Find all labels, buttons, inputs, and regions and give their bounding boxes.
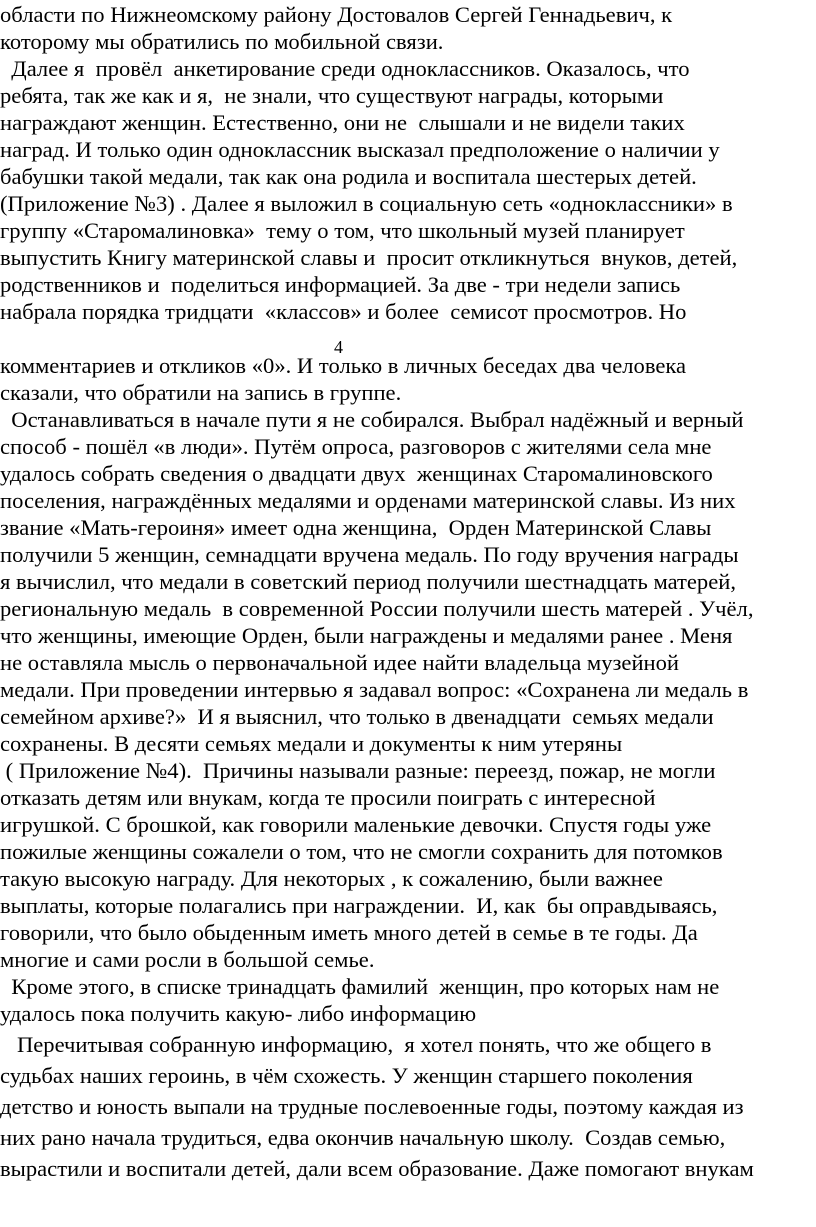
text-line: звание «Мать-героиня» имеет одна женщина, Орден Материнской Славы (0, 515, 712, 540)
text-line: региональную медаль в современной России получили шесть матерей . Учёл, (0, 596, 754, 621)
text-line: области по Нижнеомскому району Достовалов Сергей Геннадьевич, к (0, 2, 673, 27)
text-line: ребята, так же как и я, не знали, что существуют награды, которыми (0, 83, 664, 108)
text-line: получили 5 женщин, семнадцати вручена медаль. По году вручения награды (0, 542, 739, 567)
text-line: способ - пошёл «в люди». Путём опроса, разговоров с жителями села мне (0, 434, 712, 459)
text-line: (Приложение №3) . Далее я выложил в социальную сеть «одноклассники» в (0, 191, 733, 216)
text-line: отказать детям или внукам, когда те просили поиграть с интересной (0, 785, 656, 810)
text-line: удалось пока получить какую- либо информацию (0, 1001, 477, 1026)
text-line: многие и сами росли в большой семье. (0, 947, 375, 972)
text-line: говорили, что было обыденным иметь много детей в семье в те годы. Да (0, 920, 698, 945)
text-line: группу «Старомалиновка» тему о том, что школьный музей планирует (0, 218, 685, 243)
page-number: 4 (334, 337, 343, 357)
text-line: которому мы обратились по мобильной связи. (0, 29, 444, 54)
text-line: удалось собрать сведения о двадцати двух женщинах Старомалиновского (0, 461, 713, 486)
text-line: наград. И только один одноклассник высказал предположение о наличии у (0, 137, 720, 162)
text-line: судьбах наших героинь, в чём схожесть. У женщин старшего поколения (0, 1063, 693, 1088)
text-line: семейном архиве?» И я выяснил, что только в двенадцати семьях медали (0, 704, 714, 729)
text-line: такую высокую награду. Для некоторых , к сожалению, были важнее (0, 866, 663, 891)
text-line: них рано начала трудиться, едва окончив начальную школу. Создав семью, (0, 1125, 726, 1150)
text-line: поселения, награждённых медалями и орденами материнской славы. Из них (0, 488, 736, 513)
text-line: набрала порядка тридцати «классов» и более семисот просмотров. Но (0, 299, 687, 324)
text-line: Далее я провёл анкетирование среди одноклассников. Оказалось, что (0, 56, 690, 81)
text-line: награждают женщин. Естественно, они не слышали и не видели таких (0, 110, 685, 135)
text-line: сказали, что обратили на запись в группе. (0, 380, 402, 405)
text-line: что женщины, имеющие Орден, были награждены и медалями ранее . Меня (0, 623, 733, 648)
text-line: игрушкой. С брошкой, как говорили маленькие девочки. Спустя годы уже (0, 812, 712, 837)
text-line: родственников и поделиться информацией. За две - три недели запись (0, 272, 681, 297)
text-line: вырастили и воспитали детей, дали всем образование. Даже помогают внукам (0, 1156, 754, 1181)
text-line: Кроме этого, в списке тринадцать фамилий женщин, про которых нам не (0, 974, 720, 999)
text-line: пожилые женщины сожалели о том, что не смогли сохранить для потомков (0, 839, 723, 864)
text-line: медали. При проведении интервью я задавал вопрос: «Сохранена ли медаль в (0, 677, 749, 702)
text-line: детство и юность выпали на трудные послевоенные годы, поэтому каждая из (0, 1094, 744, 1119)
text-line: сохранены. В десяти семьях медали и документы к ним утеряны (0, 731, 623, 756)
text-line: выплаты, которые полагались при награждении. И, как бы оправдываясь, (0, 893, 718, 918)
text-line: выпустить Книгу материнской славы и просит откликнуться внуков, детей, (0, 245, 738, 270)
text-line: Останавливаться в начале пути я не собирался. Выбрал надёжный и верный (0, 407, 744, 432)
text-line: я вычислил, что медали в советский период получили шестнадцать матерей, (0, 569, 736, 594)
text-line: бабушки такой медали, так как она родила и воспитала шестерых детей. (0, 164, 697, 189)
text-line: Перечитывая собранную информацию, я хотел понять, что же общего в (0, 1032, 712, 1057)
text-line: ( Приложение №4). Причины называли разные: переезд, пожар, не могли (0, 758, 716, 783)
text-line: комментариев и откликов «0». И только в личных беседах два человека (0, 353, 687, 378)
text-line: не оставляла мысль о первоначальной идее найти владельца музейной (0, 650, 680, 675)
